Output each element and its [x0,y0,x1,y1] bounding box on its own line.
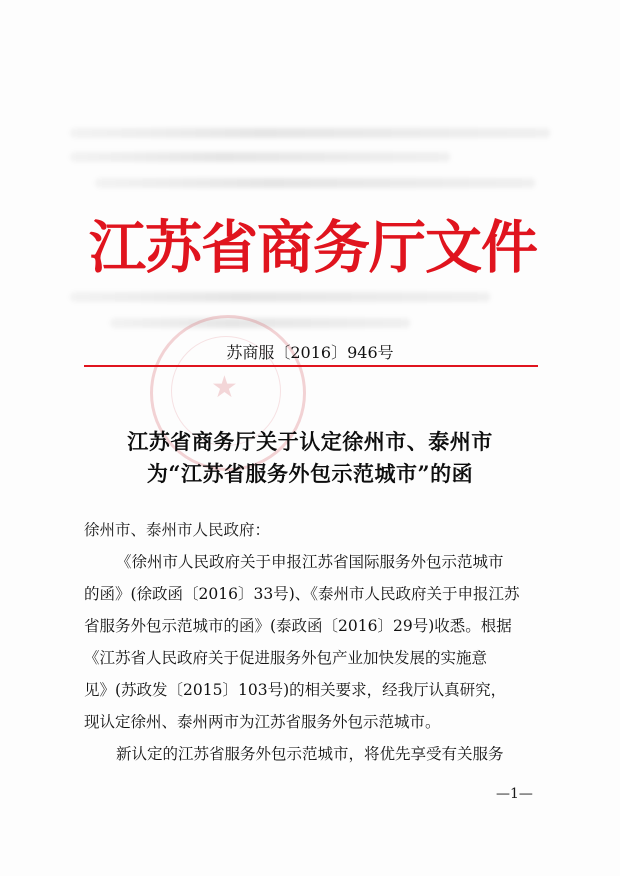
document-number: 苏商服〔2016〕946号 [226,343,394,362]
red-divider-line [84,365,538,367]
show-through-text [70,152,450,162]
seal-star-icon: ★ [211,370,238,405]
body-line-3: 省服务外包示范城市的函》(泰政函〔2016〕29号)收悉。根据 [84,617,512,635]
page-number: —1— [496,786,533,802]
letter-title-line-2: 为“江苏省服务外包示范城市”的函 [146,461,474,486]
body-line-5: 见》(苏政发〔2015〕103号)的相关要求，经我厅认真研究， [84,681,507,699]
body-line-2: 的函》(徐政函〔2016〕33号)、《泰州市人民政府关于申报江苏 [84,585,520,603]
body-line-4: 《江苏省人民政府关于促进服务外包产业加快发展的实施意 [84,649,488,667]
salutation: 徐州市、泰州市人民政府： [84,521,271,539]
document-header-title: 江苏省商务厅文件 [89,214,537,281]
show-through-text [70,292,490,302]
body-line-1: 《徐州市人民政府关于申报江苏省国际服务外包示范城市 [116,553,504,571]
show-through-text [70,128,550,138]
letter-title-line-1: 江苏省商务厅关于认定徐州市、泰州市 [127,429,493,454]
body-line-6: 现认定徐州、泰州两市为江苏省服务外包示范城市。 [84,713,441,731]
body-line-7: 新认定的江苏省服务外包示范城市，将优先享受有关服务 [116,745,504,763]
show-through-text [95,178,535,188]
